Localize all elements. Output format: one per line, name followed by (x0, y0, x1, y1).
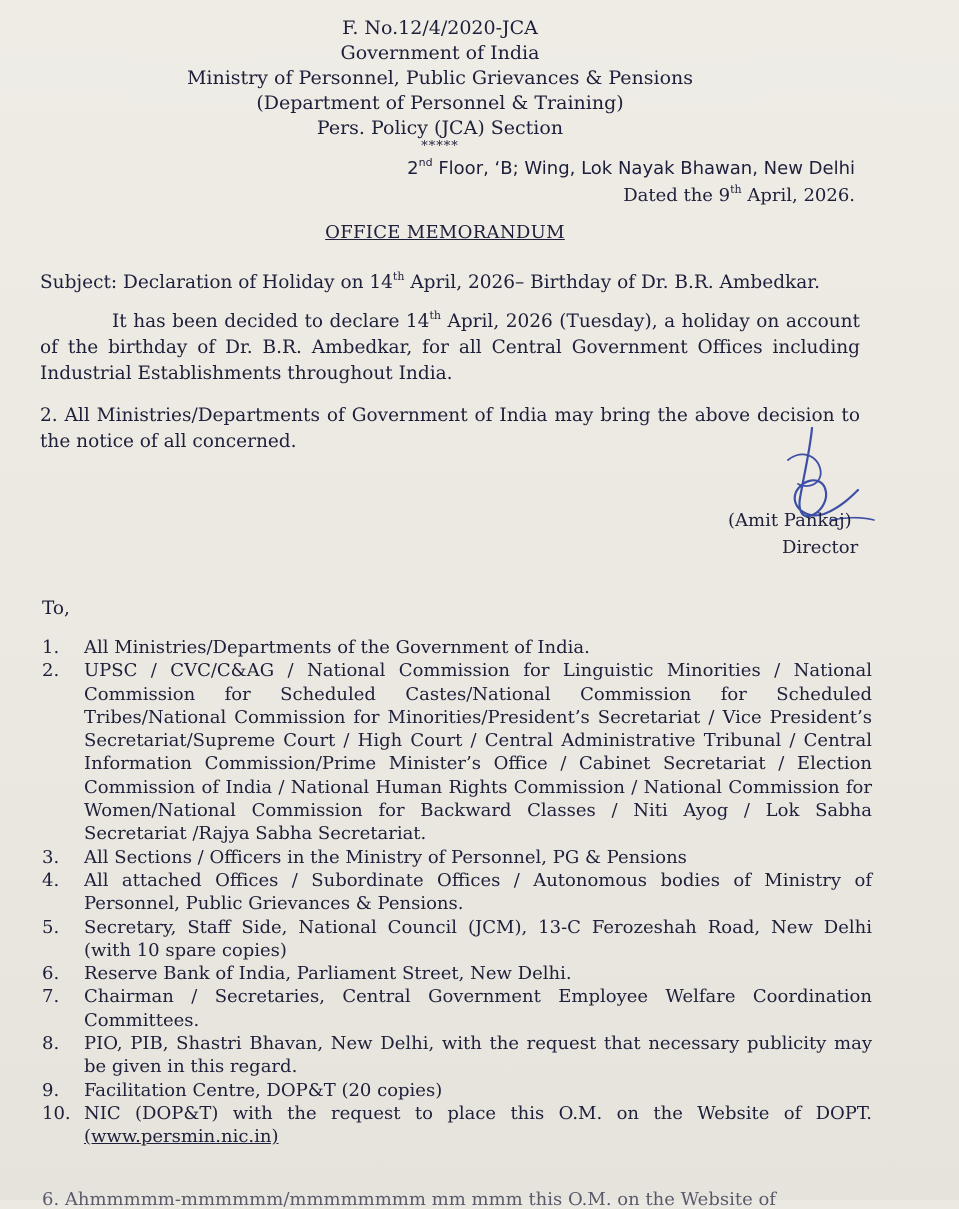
ministry-line: Ministry of Personnel, Public Grievances & Pensions (186, 67, 694, 89)
paragraph-2: 2. All Ministries/Departments of Government of India may bring the above decision to the notice of all concerned. (40, 405, 860, 452)
item-text (84, 963, 572, 984)
item-text (84, 1103, 872, 1147)
distribution-item (42, 869, 872, 916)
distribution-item (42, 962, 872, 985)
signature-block (700, 420, 900, 560)
distribution-item (42, 1102, 872, 1149)
item-text (84, 637, 590, 658)
item-text-content: All Ministries/Departments of the Government of India. (84, 637, 590, 658)
item-number: 5. (42, 916, 60, 938)
distribution-item (42, 985, 872, 1032)
date-prefix: Dated the 9 (623, 185, 731, 206)
website-link[interactable]: (www.persmin.nic.in) (84, 1126, 279, 1148)
signatory-designation: Director (782, 537, 859, 558)
item-number: 4. (42, 869, 60, 891)
item-number: 3. (42, 846, 60, 868)
address-block (407, 155, 855, 209)
para1-prefix: It has been decided to declare 14 (112, 311, 430, 332)
file-number: F. No.12/4/2020-JCA (342, 17, 538, 39)
date-rest: April, 2026. (741, 185, 855, 206)
item-number: 9. (42, 1079, 60, 1101)
item-text (84, 986, 872, 1030)
department-line: (Department of Personnel & Training) (256, 92, 624, 114)
item-text-content: Facilitation Centre, DOP&T (20 copies) (84, 1079, 443, 1101)
distribution-item (42, 636, 872, 659)
floor-suffix: nd (418, 156, 433, 169)
document-header (0, 16, 880, 153)
subject-prefix: Subject: Declaration of Holiday on 14 (40, 272, 393, 293)
item-number: 8. (42, 1033, 60, 1055)
subject-rest: April, 2026– Birthday of Dr. B.R. Ambedkar. (404, 272, 820, 293)
item-text (84, 660, 872, 844)
document-date (407, 182, 855, 209)
government-line: Government of India (340, 42, 540, 64)
item-number: 10. (42, 1102, 71, 1124)
office-address (407, 155, 855, 182)
distribution-item (42, 1032, 872, 1079)
item-text-content: Reserve Bank of India, Parliament Street, New Delhi. (84, 963, 572, 985)
header-separator: ***** (421, 139, 459, 154)
subject-line (40, 269, 880, 293)
distribution-list (42, 636, 872, 1149)
item-text-content: Chairman / Secretaries, Central Government Employee Welfare Coordination Committees. (84, 986, 872, 1031)
item-text-content: Secretary, Staff Side, National Council (JCM), 13-C Ferozeshah Road, New Delhi (with 10 spare copies) (84, 916, 872, 961)
distribution-item (42, 659, 872, 845)
item-text-content: All Sections / Officers in the Ministry of Personnel, PG & Pensions (84, 846, 687, 868)
floor-number: 2 (407, 158, 419, 179)
item-text-content: UPSC / CVC/C&AG / National Commission for Linguistic Minorities / National Commission for Scheduled Castes/National Commission for Scheduled Tribes/National Commission for Minorities/President’s Secretariat / Vice President’s Secretariat/Supreme Court / High Court / Central Administrative Tribunal / Central Information Commission/Prime Minister’s Office / Cabinet Secretariat / Election Commission of India / National Human Rights Commission / National Commission for Women/National Commission for Backward Classes / Niti Ayog / Lok Sabha Secretariat /Rajya Sabha Secretariat. (84, 660, 872, 845)
section-line: Pers. Policy (JCA) Section (316, 117, 564, 139)
para1-suffix: th (429, 308, 441, 322)
distribution-item (42, 916, 872, 963)
distribution-item (42, 846, 872, 869)
item-number: 1. (42, 637, 60, 658)
item-text-content: NIC (DOP&T) with the request to place this O.M. on the Website of DOPT. (84, 1102, 872, 1124)
para1-rest: April, 2026 (Tuesday), a holiday on account of the birthday of Dr. B.R. Ambedkar, for all Central Government Offices including Industrial Establishments throughout India. (40, 311, 860, 384)
distribution-item (42, 1079, 872, 1102)
item-number: 2. (42, 660, 60, 682)
item-text (84, 1033, 872, 1077)
subject-suffix: th (392, 269, 405, 283)
date-suffix: th (730, 183, 742, 196)
to-label: To, (42, 598, 70, 619)
address-text: Floor, ‘B; Wing, Lok Nayak Bhawan, New Delhi (432, 158, 855, 179)
item-text (84, 917, 872, 961)
item-text (84, 847, 687, 868)
item-number: 6. (42, 963, 60, 985)
cut-off-line: 6. Ahmmmmm-mmmmmm/mmmmmmmm mm mmm this O.M. on the Website of (42, 1189, 776, 1209)
item-text-content: All attached Offices / Subordinate Offices / Autonomous bodies of Ministry of Personnel, Public Grievances & Pensions. (84, 869, 872, 915)
item-text (84, 870, 872, 914)
paragraph-1 (40, 309, 860, 387)
signatory-name: (Amit Pankaj) (728, 510, 852, 531)
item-number: 7. (42, 986, 60, 1008)
document-title: OFFICE MEMORANDUM (325, 222, 565, 243)
item-text (84, 1080, 442, 1101)
item-text-content: PIO, PIB, Shastri Bhavan, New Delhi, with the request that necessary publicity may be given in this regard. (84, 1033, 872, 1078)
